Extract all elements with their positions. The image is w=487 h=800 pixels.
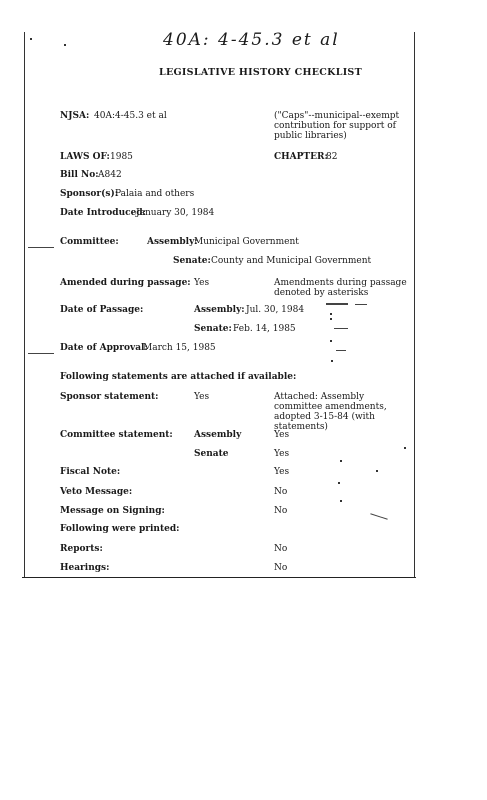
scan-mark: [30, 38, 32, 40]
njsa-value: 40A:4-45.3 et al: [94, 111, 167, 121]
scan-mark: [334, 328, 348, 329]
passage-assembly-label: Assembly:: [194, 305, 245, 315]
passage-label: Date of Passage:: [60, 305, 144, 315]
passage-senate-label: Senate:: [194, 324, 232, 334]
scan-mark: [370, 513, 387, 520]
scan-mark: [376, 470, 378, 472]
fiscal-note-label: Fiscal Note:: [60, 467, 121, 477]
left-border-line: [24, 32, 25, 577]
bill-no-value: A842: [98, 170, 122, 180]
committee-statement-label: Committee statement:: [60, 430, 173, 440]
scan-mark: [355, 304, 367, 305]
committee-senate-label: Senate:: [173, 256, 211, 266]
chapter-value: 82: [326, 152, 338, 162]
sponsor-statement-note: Attached: Assembly committee amendments, adopted 3-15-84 (with statements): [274, 392, 387, 432]
committee-senate-value: County and Municipal Government: [211, 256, 372, 266]
following-attached-heading: Following statements are attached if available:: [60, 372, 297, 382]
committee-statement-senate-label: Senate: [194, 449, 229, 459]
scan-mark: [338, 482, 340, 484]
date-introduced-value: January 30, 1984: [136, 208, 215, 218]
approval-value: March 15, 1985: [143, 343, 216, 353]
amended-label: Amended during passage:: [60, 278, 191, 288]
amended-note: Amendments during passage denoted by asterisks: [274, 278, 407, 298]
reports-label: Reports:: [60, 544, 103, 554]
sponsors-label: Sponsor(s):: [60, 189, 119, 199]
amended-value: Yes: [194, 278, 210, 288]
scan-mark: [404, 447, 406, 449]
scan-mark: [340, 460, 342, 462]
committee-label: Committee:: [60, 237, 119, 247]
committee-statement-assembly-label: Assembly: [194, 430, 242, 440]
page-title: LEGISLATIVE HISTORY CHECKLIST: [159, 67, 362, 78]
scan-mark: [330, 313, 332, 315]
committee-statement-assembly-value: Yes: [274, 430, 290, 440]
fiscal-note-value: Yes: [274, 467, 290, 477]
njsa-description: ("Caps"--municipal--exempt contribution for support of public libraries): [274, 111, 400, 141]
following-printed-heading: Following were printed:: [60, 524, 180, 534]
scan-mark: [340, 500, 342, 502]
bill-no-label: Bill No:: [60, 170, 99, 180]
sponsor-statement-label: Sponsor statement:: [60, 392, 159, 402]
approval-label: Date of Approval:: [60, 343, 148, 353]
scan-mark: [326, 303, 348, 305]
scan-rule: [28, 353, 54, 354]
passage-assembly-value: Jul. 30, 1984: [246, 305, 305, 315]
committee-statement-senate-value: Yes: [274, 449, 290, 459]
scan-mark: [330, 340, 332, 342]
njsa-label: NJSA:: [60, 111, 90, 121]
veto-message-value: No: [274, 487, 288, 497]
right-border-line: [414, 32, 415, 577]
chapter-label: CHAPTER:: [274, 152, 328, 162]
handwritten-citation: 40A: 4-45.3 et al: [163, 30, 340, 50]
sponsors-value: Palaia and others: [115, 189, 195, 199]
message-signing-value: No: [274, 506, 288, 516]
message-signing-label: Message on Signing:: [60, 506, 165, 516]
scan-mark: [331, 360, 333, 362]
committee-assembly-value: Municipal Government: [194, 237, 299, 247]
scan-rule: [28, 247, 54, 248]
passage-senate-value: Feb. 14, 1985: [233, 324, 296, 334]
sponsor-statement-value: Yes: [194, 392, 210, 402]
scan-mark: [64, 44, 66, 46]
scan-mark: [336, 350, 346, 351]
scan-mark: [330, 318, 332, 320]
reports-value: No: [274, 544, 288, 554]
date-introduced-label: Date Introduced:: [60, 208, 146, 218]
laws-of-label: LAWS OF:: [60, 152, 110, 162]
veto-message-label: Veto Message:: [60, 487, 133, 497]
committee-assembly-label: Assembly:: [147, 237, 198, 247]
hearings-label: Hearings:: [60, 563, 110, 573]
bottom-rule: [22, 577, 416, 578]
laws-of-value: 1985: [110, 152, 133, 162]
hearings-value: No: [274, 563, 288, 573]
